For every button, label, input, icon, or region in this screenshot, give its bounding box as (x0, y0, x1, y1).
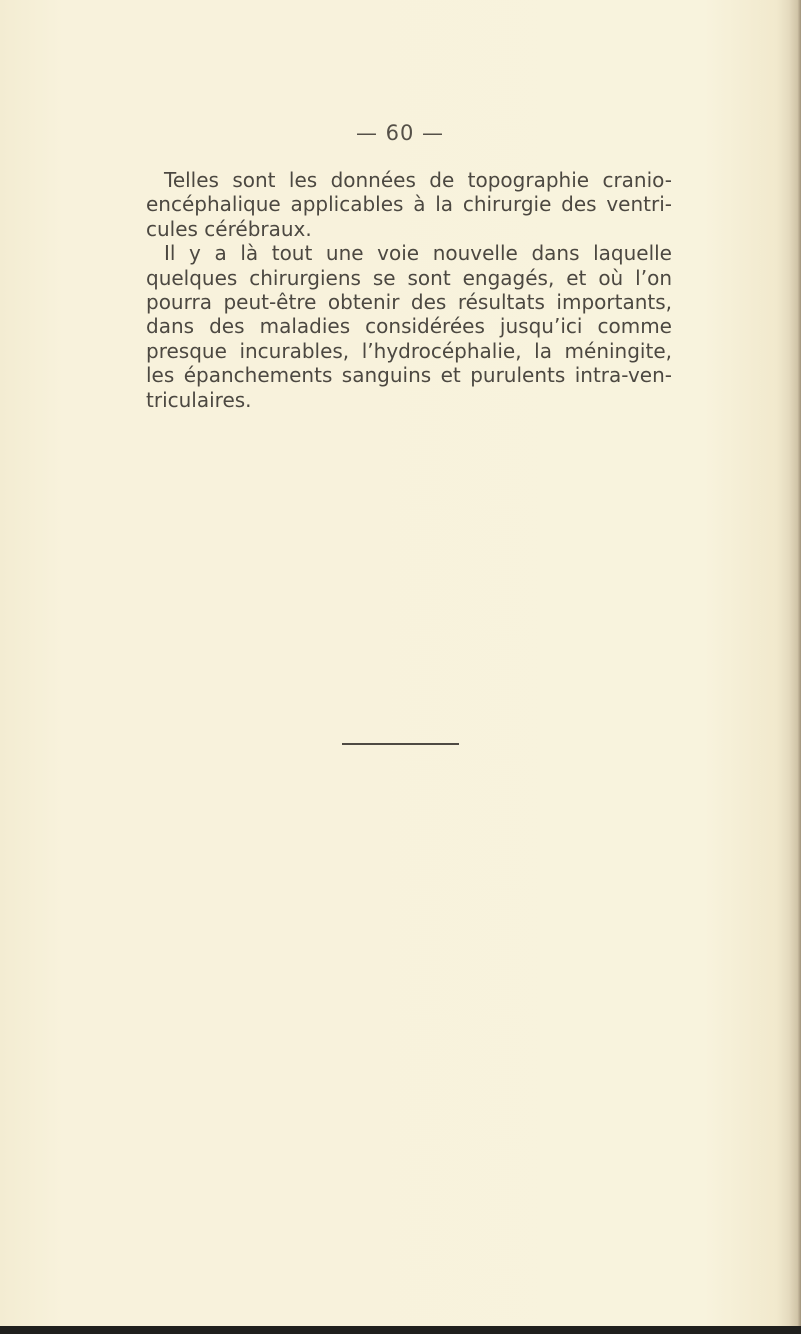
paragraph-1-line-1: Telles sont les données de topographie cranio- (164, 168, 672, 192)
page-number: — 60 — (355, 121, 445, 145)
paragraph-1-line-3: cules cérébraux. (146, 216, 312, 241)
body-text (146, 168, 672, 412)
section-divider (342, 743, 459, 745)
paragraph-1-line-2: encéphalique applicables à la chirurgie des ventri- (146, 192, 672, 217)
page-edge-shadow (789, 0, 801, 1334)
paragraph-2-line-3: pourra peut-être obtenir des résultats importants, (146, 290, 672, 315)
paragraph-2-line-1: Il y a là tout une voie nouvelle dans laquelle (164, 241, 672, 266)
paragraph-2-line-5: presque incurables, l’hydrocéphalie, la méningite, (146, 338, 672, 363)
paragraph-2-line-2: quelques chirurgiens se sont engagés, et où l’on (146, 265, 672, 290)
paragraph-2-line-7: triculaires. (146, 387, 252, 412)
paragraph-2-line-4: dans des maladies considérées jusqu’ici comme (146, 314, 672, 339)
paragraph-2-line-6: les épanchements sanguins et purulents intra-ven- (146, 363, 672, 388)
scan-bottom-band (0, 1326, 801, 1334)
